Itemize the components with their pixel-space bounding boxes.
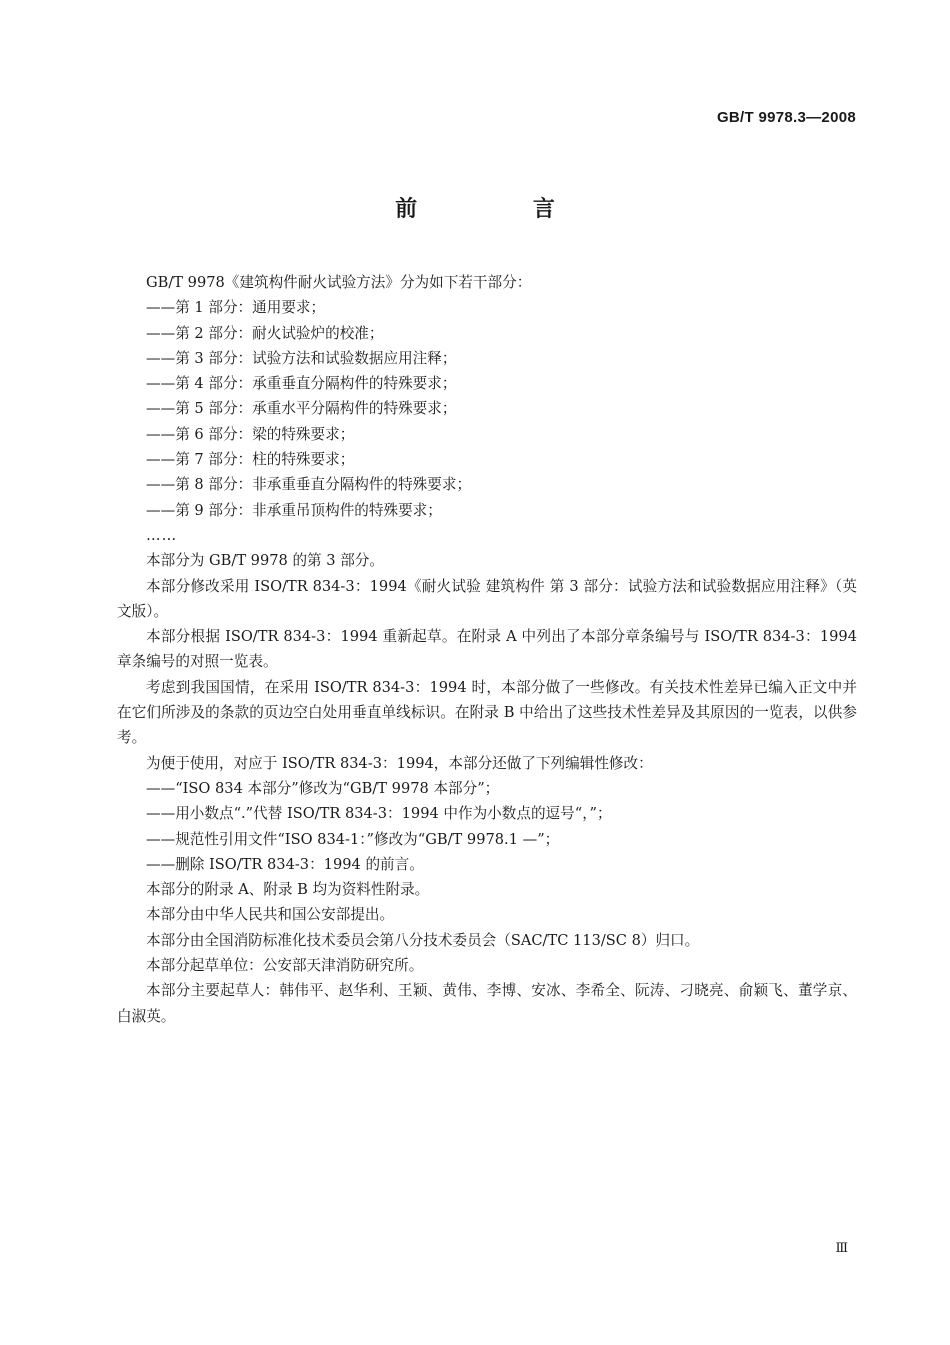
part-list-item: ——第 5 部分：承重水平分隔构件的特殊要求； — [146, 400, 457, 418]
paragraph: 本部分起草单位：公安部天津消防研究所。 — [146, 957, 424, 975]
part-list-item: ——第 7 部分：柱的特殊要求； — [146, 451, 355, 469]
edit-list-item: ——用小数点“.”代替 ISO/TR 834-3：1994 中作为小数点的逗号“，”； — [146, 805, 612, 823]
page-title: 前 言 — [395, 197, 609, 222]
paragraph: 本部分由中华人民共和国公安部提出。 — [146, 906, 395, 924]
paragraph: 本部分主要起草人：韩伟平、赵华利、王颖、黄伟、李博、安冰、李希全、阮涛、刁晓亮、俞颖飞、董学京、白淑英。 — [117, 982, 857, 1025]
edit-list-item: ——规范性引用文件“ISO 834-1：”修改为“GB/T 9978.1 —”； — [146, 830, 560, 848]
paragraph: 本部分修改采用 ISO/TR 834-3：1994《耐火试验 建筑构件 第 3 部分：试验方法和试验数据应用注释》（英文版）。 — [117, 577, 857, 620]
part-list-item: ——第 1 部分：通用要求； — [146, 299, 326, 317]
part-list-item: ——第 6 部分：梁的特殊要求； — [146, 425, 355, 443]
paragraph: 考虑到我国国情，在采用 ISO/TR 834-3：1994 时，本部分做了一些修改。有关技术性差异已编入正文中并在它们所涉及的条款的页边空白处用垂直单线标识。在附录 B 中给出了这些技术性差异及其原因的一览表，以供参考。 — [117, 678, 857, 747]
part-list-item: ——第 3 部分：试验方法和试验数据应用注释； — [146, 349, 457, 367]
paragraph: 本部分的附录 A、附录 B 均为资料性附录。 — [146, 881, 430, 899]
part-list-item: ——第 9 部分：非承重吊顶构件的特殊要求； — [146, 501, 442, 519]
ellipsis: …… — [146, 526, 178, 544]
foreword-body — [117, 270, 857, 1029]
part-list-item: ——第 4 部分：承重垂直分隔构件的特殊要求； — [146, 375, 457, 393]
edit-list-item: ——“ISO 834 本部分”修改为“GB/T 9978 本部分”； — [146, 779, 500, 797]
paragraph: 本部分为 GB/T 9978 的第 3 部分。 — [146, 552, 384, 570]
part-list-item: ——第 8 部分：非承重垂直分隔构件的特殊要求； — [146, 476, 472, 494]
paragraph: 本部分由全国消防标准化技术委员会第八分技术委员会（SAC/TC 113/SC 8）归口。 — [146, 931, 700, 949]
edit-list-item: ——删除 ISO/TR 834-3：1994 的前言。 — [146, 855, 424, 873]
page-number: Ⅲ — [835, 1241, 848, 1256]
paragraph-intro: GB/T 9978《建筑构件耐火试验方法》分为如下若干部分： — [146, 274, 532, 291]
paragraph: 本部分根据 ISO/TR 834-3：1994 重新起草。在附录 A 中列出了本部分章条编号与 ISO/TR 834-3：1994 章条编号的对照一览表。 — [117, 628, 857, 671]
paragraph: 为便于使用，对应于 ISO/TR 834-3：1994，本部分还做了下列编辑性修改： — [146, 754, 653, 772]
standard-number: GB/T 9978.3—2008 — [716, 109, 856, 126]
part-list-item: ——第 2 部分：耐火试验炉的校准； — [146, 324, 384, 342]
